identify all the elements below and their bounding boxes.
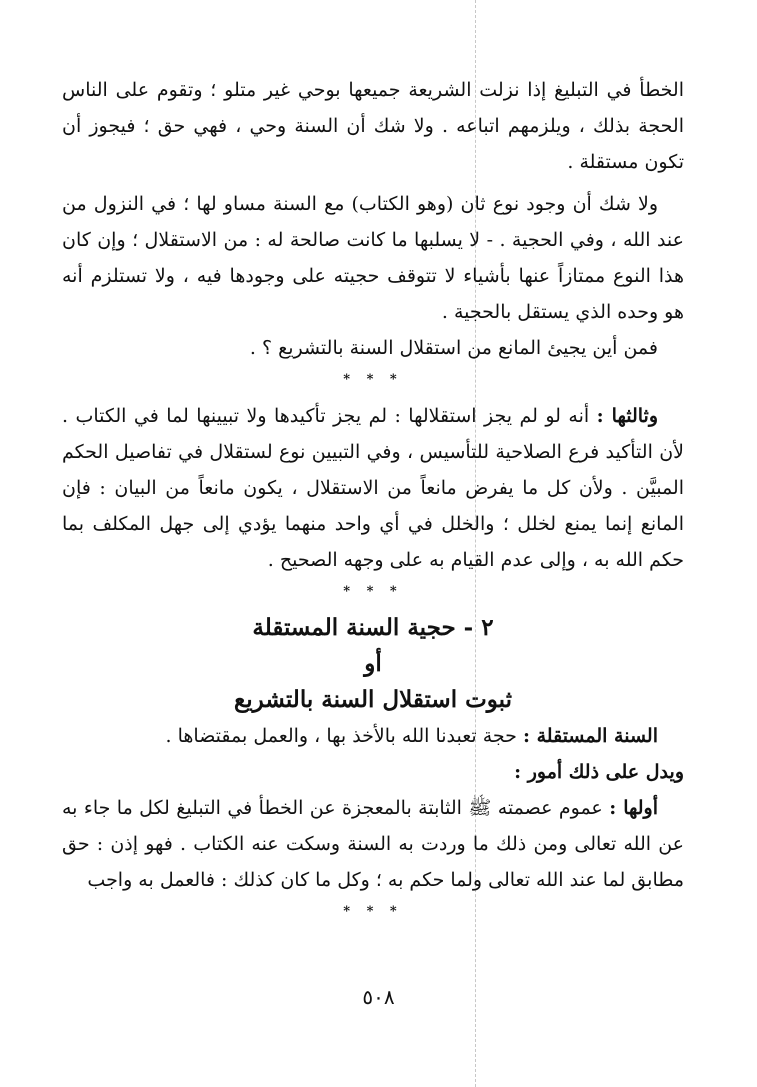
paragraph-1: الخطأ في التبليغ إذا نزلت الشريعة جميعها بوحي غير متلو ؛ وتقوم على الناس الحجة بذلك ، ويلزمهم اتباعه . ولا شك أن السنة وحي ، فهي حق ؛ فيجوز أن تكون مستقلة . [62,79,684,173]
section-heading-line-1: ٢ - حجية السنة المستقلة [252,614,494,641]
separator-stars-2: * * * [343,584,403,599]
paragraph-4 [62,398,684,578]
paragraph-2: ولا شك أن وجود نوع ثان (وهو الكتاب) مع السنة مساو لها ؛ في النزول من عند الله ، وفي الحجية . - لا يسلبها ما كانت صالحة له : من الاستقلال ؛ وإن كان هذا النوع ممتازاً عنها بأشياء لا تتوقف حجيته على وجودها فيه ، ولا تستلزم أنه هو وحده الذي يستقل بالحجية . [62,193,684,323]
paragraph-3: فمن أين يجيئ المانع من استقلال السنة بالتشريع ؟ . [249,337,658,359]
paragraph-7-lead: أولها : [609,797,658,819]
section-heading-line-3: ثبوت استقلال السنة بالتشريع [234,686,512,713]
section-heading-line-2: أو [364,650,382,677]
separator-stars-3: * * * [343,904,403,919]
page-number: ٥٠٨ [362,985,395,1009]
paragraph-6: ويدل على ذلك أمور : [514,761,684,783]
separator-stars-1: * * * [343,372,403,387]
paragraph-5-lead: السنة المستقلة : [522,725,658,747]
paragraph-7 [62,790,684,898]
paragraph-4-text: أنه لو لم يجز استقلالها : لم يجز تأكيدها ولا تبيينها لما في الكتاب . لأن التأكيد فرع الصلاحية للتأسيس ، وفي التبيين نوع لستقلال في تفاصيل الحكم المبيَّن . ولأن كل ما يفرض مانعاً من الاستقلال ، يكون مانعاً من البيان : فإن المانع إنما يمنع لخلل ؛ والخلل في أي واحد منهما يؤدي إلى جهل المكلف بما حكم الله به ، وإلى عدم القيام به على وجهه الصحيح . [62,405,684,571]
book-page [62,72,684,930]
paragraph-4-lead: وثالثها : [596,405,658,427]
paragraph-5-text: حجة تعبدنا الله بالأخذ بها ، والعمل بمقتضاها . [165,725,517,747]
paragraph-5 [62,718,684,754]
paragraph-7-text: عموم عصمته ﷺ الثابتة بالمعجزة عن الخطأ في التبليغ لكل ما جاء به عن الله تعالى ومن ذلك ما وردت به السنة وسكت عنه الكتاب . فهو إذن : حق مطابق لما عند الله تعالى ولما حكم به ؛ وكل ما كان كذلك : فالعمل به واجب [62,797,684,891]
